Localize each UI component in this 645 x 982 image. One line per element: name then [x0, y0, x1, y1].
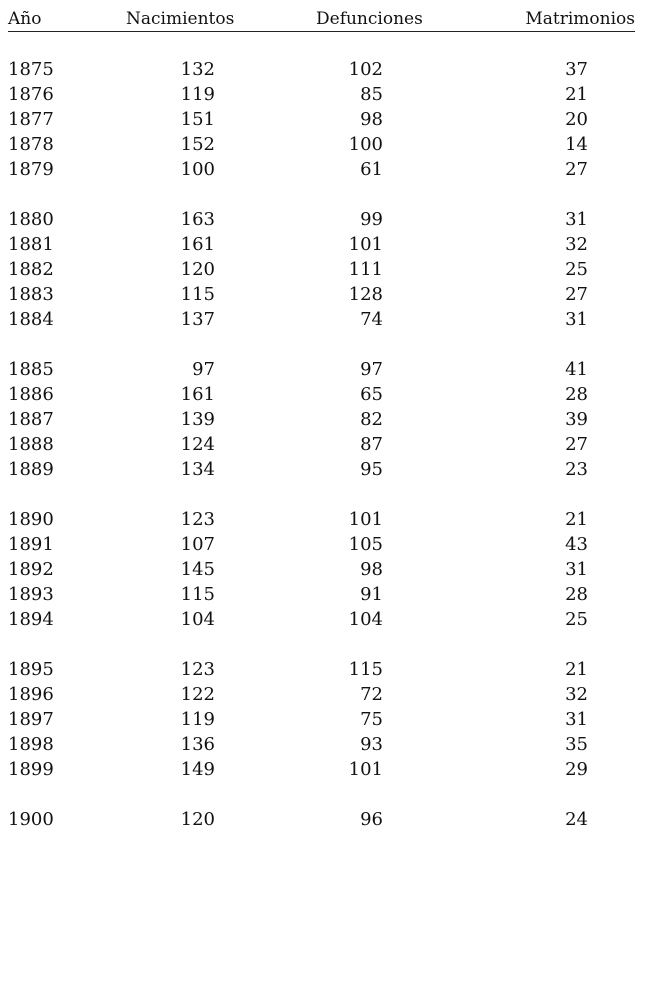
marriages-cell: 21: [565, 659, 588, 680]
births-cell: 97: [192, 359, 215, 380]
marriages-cell: 37: [565, 59, 588, 80]
births-cell: 115: [180, 584, 215, 605]
table-row: [8, 157, 635, 182]
deaths-cell: 87: [360, 434, 383, 455]
deaths-cell: 93: [360, 734, 383, 755]
deaths-cell: 61: [360, 159, 383, 180]
row-group: [8, 207, 635, 332]
year-cell: 1878: [8, 134, 54, 155]
column-header-year: Año: [8, 9, 42, 29]
births-cell: 132: [180, 59, 215, 80]
table-row: [8, 757, 635, 782]
row-group: [8, 657, 635, 782]
year-cell: 1893: [8, 584, 54, 605]
table-header: [8, 6, 635, 32]
table-row: [8, 807, 635, 832]
deaths-cell: 74: [360, 309, 383, 330]
marriages-cell: 41: [565, 359, 588, 380]
table-row: [8, 657, 635, 682]
births-cell: 139: [180, 409, 215, 430]
year-cell: 1883: [8, 284, 54, 305]
births-cell: 161: [180, 234, 215, 255]
deaths-cell: 102: [348, 59, 383, 80]
births-cell: 151: [180, 109, 215, 130]
deaths-cell: 75: [360, 709, 383, 730]
table-row: [8, 257, 635, 282]
year-cell: 1884: [8, 309, 54, 330]
year-cell: 1876: [8, 84, 54, 105]
marriages-cell: 39: [565, 409, 588, 430]
table-row: [8, 357, 635, 382]
deaths-cell: 96: [360, 809, 383, 830]
marriages-cell: 14: [565, 134, 588, 155]
marriages-cell: 32: [565, 684, 588, 705]
births-cell: 161: [180, 384, 215, 405]
marriages-cell: 32: [565, 234, 588, 255]
year-cell: 1900: [8, 809, 54, 830]
year-cell: 1891: [8, 534, 54, 555]
births-cell: 104: [180, 609, 215, 630]
births-cell: 124: [180, 434, 215, 455]
year-cell: 1881: [8, 234, 54, 255]
year-cell: 1875: [8, 59, 54, 80]
table-row: [8, 407, 635, 432]
year-cell: 1899: [8, 759, 54, 780]
births-cell: 119: [180, 709, 215, 730]
deaths-cell: 98: [360, 559, 383, 580]
marriages-cell: 20: [565, 109, 588, 130]
table-row: [8, 57, 635, 82]
births-cell: 115: [180, 284, 215, 305]
births-cell: 136: [180, 734, 215, 755]
deaths-cell: 101: [348, 759, 383, 780]
year-cell: 1879: [8, 159, 54, 180]
year-cell: 1877: [8, 109, 54, 130]
births-cell: 163: [180, 209, 215, 230]
marriages-cell: 31: [565, 209, 588, 230]
row-group: [8, 507, 635, 632]
header-rule: [8, 31, 635, 32]
deaths-cell: 101: [348, 509, 383, 530]
year-cell: 1889: [8, 459, 54, 480]
deaths-cell: 115: [348, 659, 383, 680]
year-cell: 1888: [8, 434, 54, 455]
deaths-cell: 91: [360, 584, 383, 605]
table-row: [8, 732, 635, 757]
marriages-cell: 43: [565, 534, 588, 555]
deaths-cell: 128: [348, 284, 383, 305]
deaths-cell: 95: [360, 459, 383, 480]
deaths-cell: 98: [360, 109, 383, 130]
row-group: [8, 807, 635, 832]
deaths-cell: 100: [348, 134, 383, 155]
column-header-births: Nacimientos: [126, 9, 235, 29]
deaths-cell: 105: [348, 534, 383, 555]
table-row: [8, 432, 635, 457]
births-cell: 152: [180, 134, 215, 155]
marriages-cell: 28: [565, 584, 588, 605]
births-cell: 120: [180, 259, 215, 280]
table-row: [8, 707, 635, 732]
deaths-cell: 85: [360, 84, 383, 105]
deaths-cell: 101: [348, 234, 383, 255]
year-cell: 1882: [8, 259, 54, 280]
births-cell: 120: [180, 809, 215, 830]
marriages-cell: 24: [565, 809, 588, 830]
marriages-cell: 35: [565, 734, 588, 755]
table-row: [8, 232, 635, 257]
deaths-cell: 82: [360, 409, 383, 430]
marriages-cell: 23: [565, 459, 588, 480]
marriages-cell: 27: [565, 159, 588, 180]
births-cell: 107: [180, 534, 215, 555]
marriages-cell: 25: [565, 259, 588, 280]
table-row: [8, 582, 635, 607]
year-cell: 1896: [8, 684, 54, 705]
year-cell: 1885: [8, 359, 54, 380]
births-cell: 122: [180, 684, 215, 705]
marriages-cell: 27: [565, 434, 588, 455]
marriages-cell: 29: [565, 759, 588, 780]
year-cell: 1890: [8, 509, 54, 530]
births-cell: 134: [180, 459, 215, 480]
year-cell: 1895: [8, 659, 54, 680]
row-group: [8, 57, 635, 182]
table-row: [8, 207, 635, 232]
marriages-cell: 21: [565, 509, 588, 530]
table-body: [8, 57, 635, 857]
table-row: [8, 82, 635, 107]
births-cell: 123: [180, 509, 215, 530]
deaths-cell: 104: [348, 609, 383, 630]
births-cell: 100: [180, 159, 215, 180]
table-row: [8, 682, 635, 707]
year-cell: 1886: [8, 384, 54, 405]
year-cell: 1898: [8, 734, 54, 755]
births-cell: 137: [180, 309, 215, 330]
marriages-cell: 21: [565, 84, 588, 105]
year-cell: 1880: [8, 209, 54, 230]
table-row: [8, 457, 635, 482]
table-row: [8, 282, 635, 307]
year-cell: 1894: [8, 609, 54, 630]
deaths-cell: 65: [360, 384, 383, 405]
table-row: [8, 532, 635, 557]
column-header-deaths: Defunciones: [316, 9, 423, 29]
births-cell: 145: [180, 559, 215, 580]
row-group: [8, 357, 635, 482]
marriages-cell: 31: [565, 309, 588, 330]
deaths-cell: 111: [348, 259, 383, 280]
column-header-marriages: Matrimonios: [525, 9, 635, 29]
table-row: [8, 107, 635, 132]
marriages-cell: 31: [565, 709, 588, 730]
year-cell: 1887: [8, 409, 54, 430]
marriages-cell: 27: [565, 284, 588, 305]
births-cell: 119: [180, 84, 215, 105]
year-cell: 1892: [8, 559, 54, 580]
table-row: [8, 382, 635, 407]
deaths-cell: 72: [360, 684, 383, 705]
table-row: [8, 557, 635, 582]
births-cell: 149: [180, 759, 215, 780]
marriages-cell: 31: [565, 559, 588, 580]
table-row: [8, 507, 635, 532]
year-cell: 1897: [8, 709, 54, 730]
table-row: [8, 607, 635, 632]
table-row: [8, 132, 635, 157]
marriages-cell: 25: [565, 609, 588, 630]
births-cell: 123: [180, 659, 215, 680]
deaths-cell: 97: [360, 359, 383, 380]
deaths-cell: 99: [360, 209, 383, 230]
table-row: [8, 307, 635, 332]
marriages-cell: 28: [565, 384, 588, 405]
